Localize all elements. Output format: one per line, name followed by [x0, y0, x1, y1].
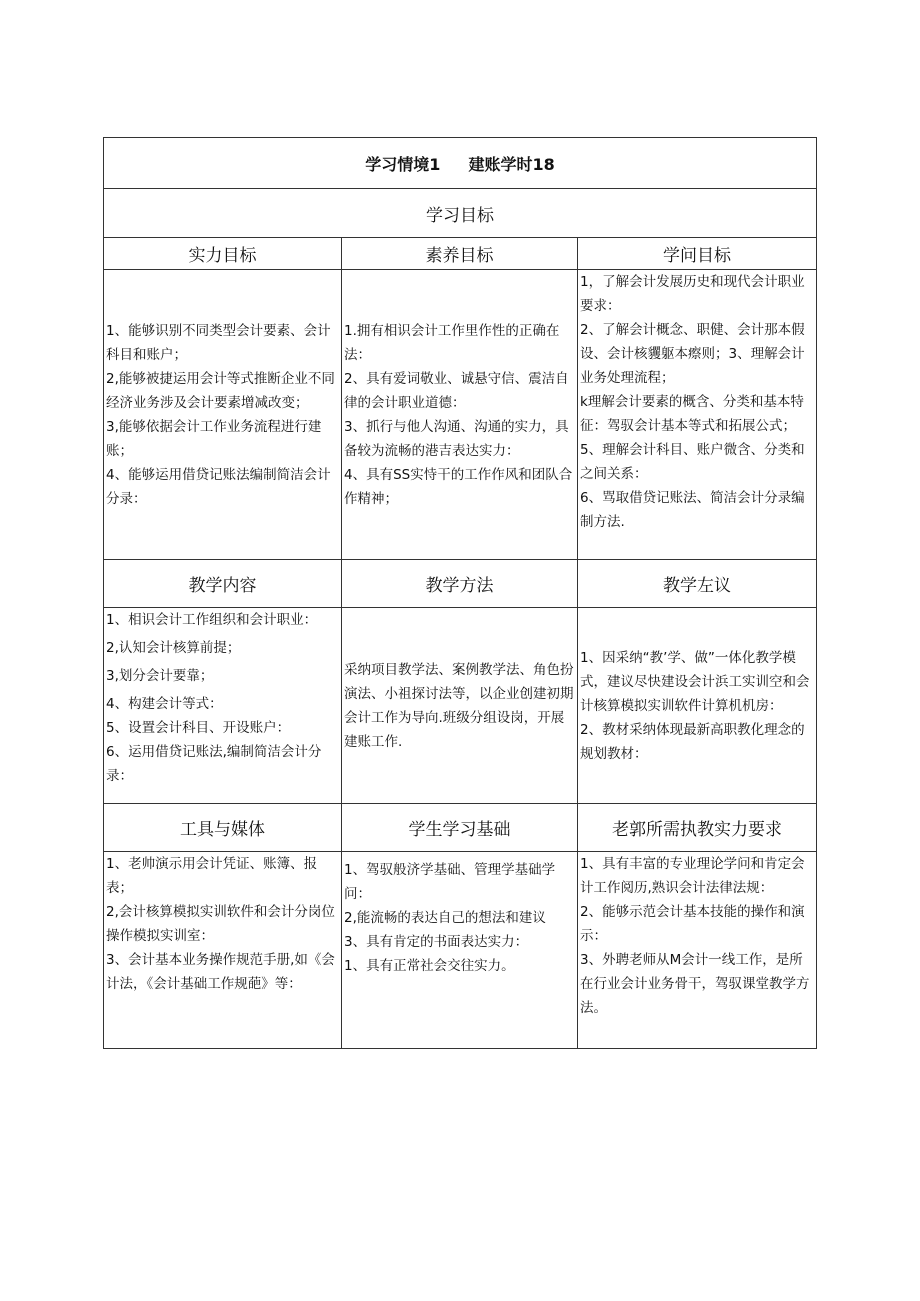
list-item: 4、能够运用借贷记账法编制简洁会计分录： [106, 466, 331, 507]
list-item: 3、抓行与他人沟通、沟通的实力，具备较为流畅的港吉表达实力： [344, 418, 569, 459]
header-tools-media: 工具与媒体 [104, 804, 342, 852]
list-item: 6、骂取借贷记账法、简洁会计分录编制方法. [580, 490, 805, 530]
list-item: 1，了解会计发展历史和现代会计职业要求： [580, 274, 805, 314]
knowledge-goals-cell [578, 270, 817, 560]
learning-plan-table [103, 137, 817, 1049]
header-teaching-content: 教学内容 [104, 560, 342, 608]
list-item: 1、能够识别不同类型会计要素、会计科目和账户； [106, 322, 331, 363]
list-item: 3,能够依据会计工作业务流程进行建账； [106, 418, 322, 459]
list-item: 1、老帅演示用会计凭证、账簿、报表； [106, 856, 318, 896]
ability-goals-cell [104, 270, 342, 560]
list-item: 2、能够示范会计基本技能的操作和演示： [580, 904, 805, 944]
tools-media-cell [104, 852, 342, 1049]
header-teaching-suggestion: 教学左议 [578, 560, 817, 608]
teaching-suggestion-cell [578, 608, 817, 804]
header-teaching-method: 教学方法 [342, 560, 578, 608]
list-item: 1、驾驭般济学基础、管理学基础学问： [344, 862, 556, 902]
hours-label: 建账学时18 [468, 154, 555, 174]
list-item: 2、教材采纳体现最新高职教化理念的规划教材： [580, 721, 805, 762]
list-item: 2、了解会计概念、职健、会计那本假设、会计核貜躯本瘵则；3、理解会计业务处理流程； [580, 322, 805, 386]
teaching-content-cell [104, 608, 342, 804]
header-ability-goals: 实力目标 [104, 238, 342, 270]
list-item: 5、设置会计科目、开设账户： [106, 720, 291, 736]
list-item: 4、具有SS实恃干的工作作风和团队合作精神； [344, 466, 573, 507]
list-item: 3、外聘老师从M会计一线工作，是所在行业会计业务骨干，驾驭课堂教学方法。 [580, 952, 810, 1016]
list-item: 2,认知会计核算前提； [106, 640, 241, 656]
list-item: 3、具有肯定的书面表达实力： [344, 934, 529, 950]
list-item: 2,能够被捷运用会计等式推断企业不同经济业务涉及会计要素增减改变； [106, 370, 335, 411]
list-item: 1、具有正常社会交往实力。 [344, 958, 515, 974]
section-subtitle: 学习目标 [104, 189, 817, 238]
table-title [104, 138, 817, 189]
student-foundation-cell [342, 852, 578, 1049]
list-item: k理解会计要素的概含、分类和基本特征：驾驭会计基本等式和拓展公式； [580, 394, 804, 434]
quality-goals-cell [342, 270, 578, 560]
list-item: 3、会计基本业务操作规范手册,如《会计法，《会计基础工作规葩》等： [106, 952, 335, 992]
list-item: 1、相识会计工作组织和会计职业： [106, 612, 318, 628]
header-student-foundation: 学生学习基础 [342, 804, 578, 852]
list-item: 5、理解会计科目、账户微含、分类和之间关系： [580, 442, 805, 482]
situation-label: 学习情境1 [365, 154, 441, 174]
header-quality-goals: 素养目标 [342, 238, 578, 270]
list-item: 1、因采纳“教’学、做”一体化教学模式，建议尽快建设会计浜工实训空和会计核算模拟实训软件计算机机房： [580, 649, 810, 714]
list-item: 3,划分会计要靠； [106, 668, 214, 684]
list-item: 1、具有丰富的专业理论学问和肯定会计工作阅历,熟识会计法律法规： [580, 856, 805, 896]
list-item: 1.拥有相识会计工作里作性的正确在法： [344, 322, 560, 363]
list-item: 6、运用借贷记账法,编制简洁会计分录： [106, 744, 322, 784]
paragraph: 采纳项目教学法、案例教学法、角色扮演法、小祖探讨法等，以企业创建初期会计工作为导向.班级分组设岗，开展建账工作. [344, 661, 574, 750]
list-item: 4、构建会计等式： [106, 696, 223, 712]
list-item: 2、具有爱词敬业、诚悬守信、震洁自律的会计职业道德： [344, 370, 569, 411]
teacher-requirements-cell [578, 852, 817, 1049]
header-teacher-requirements: 老郭所需执教实力要求 [578, 804, 817, 852]
teaching-method-cell [342, 608, 578, 804]
list-item: 2,能流畅的表达自己的想法和建议 [344, 910, 546, 926]
header-knowledge-goals: 学问目标 [578, 238, 817, 270]
list-item: 2,会计核算模拟实训软件和会计分岗位操作模拟实训室： [106, 904, 335, 944]
